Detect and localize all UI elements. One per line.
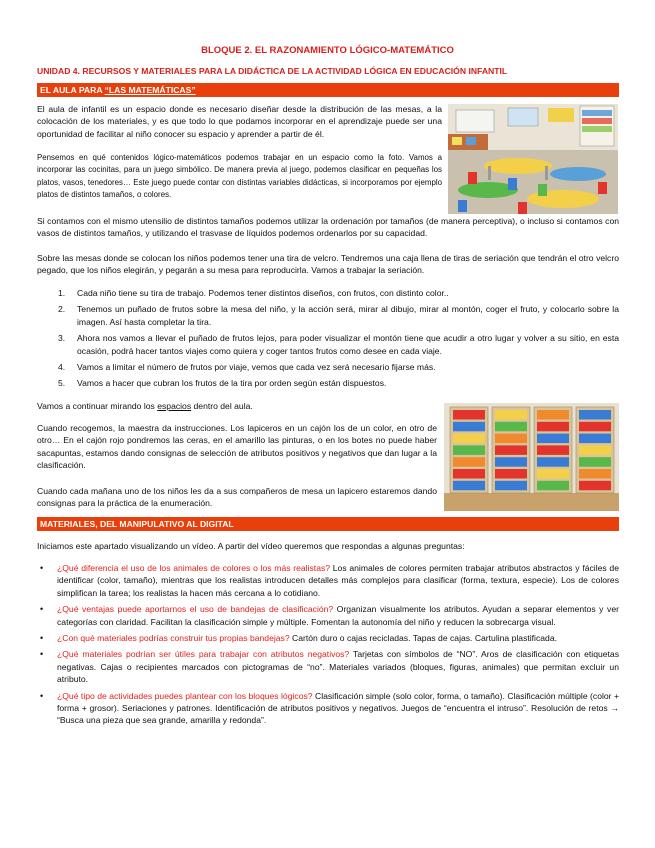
spaces-link[interactable]: espacios	[157, 401, 192, 411]
classroom-illustration	[448, 104, 618, 214]
list-item: • ¿Qué tipo de actividades puedes plantear con los bloques lógicos? Clasificación simple (solo color, forma, o tamaño). Clasificación múltiple (color + forma + grosor). Seriaciones y patrones. Identificación de atributos positivos y negativos. Juegos de “encuentra el intruso”. Resolución de retos → “Busca una pieza que sea grande, amarilla y redonda”.	[40, 690, 619, 726]
materials-intro: Iniciamos este apartado visualizando un vídeo. A partir del vídeo queremos que respondas a algunas preguntas:	[37, 541, 465, 551]
list-item: 2. Tenemos un puñado de frutos sobre la mesa del niño, y la acción será, mirar al dibujo, mirar al montón, coger el fruto, y colocarlo sobre la imagen. Así hasta completar la tira.	[58, 304, 619, 327]
shelves-illustration	[444, 403, 619, 511]
section-heading-quoted: “LAS MATEMÁTICAS”	[104, 85, 196, 95]
list-item: • ¿Con qué materiales podrías construir tus propias bandejas? Cartón duro o cajas recicladas. Tapas de cajas. Cartulina plastificada.	[40, 633, 557, 644]
classroom-intro: El aula de infantil es un espacio donde es necesario diseñar desde la distribución de las mesas, a la colocación de los materiales, y es que todo lo que podamos incorporar en el aprendizaje puede ser una oportunidad de facilitar al niño conocer su espacio y aprender a partir de él.	[37, 104, 442, 139]
section-heading-materials: MATERIALES, DEL MANIPULATIVO AL DIGITAL	[37, 517, 619, 531]
section-heading-prefix: EL AULA PARA	[40, 85, 105, 95]
seriation-steps	[37, 287, 619, 394]
shelves-photo	[444, 403, 619, 511]
video-questions	[37, 562, 619, 731]
photo-note: Pensemos en qué contenidos lógico-matemáticos podemos trabajar en un espacio como la foto. Vamos a incorporar las cocinitas, para un juego simbólico. De manera previa al juego, podemos clasificar en pequeñas los platos, vasos, tenedores… Este juego puede contar con distintas variables didácticas, si incorporamos por ejemplo platos de distintos tamaños, o colores.	[37, 153, 442, 199]
bullet-icon: •	[40, 690, 44, 701]
list-item: 4. Vamos a limitar el número de frutos por viaje, vemos que cada vez será necesario fijarse más.	[58, 362, 436, 373]
classroom-photo	[448, 104, 618, 214]
sizes-paragraph: Si contamos con el mismo utensilio de distintos tamaños podemos utilizar la ordenación por tamaños (de manera perceptiva), o incluso si contamos con vasos de distintos tamaños, y utilizando el trasvase de líquidos podemos ordenarlos por su capacidad.	[37, 216, 619, 239]
list-item: 3. Ahora nos vamos a llevar el puñado de frutos lejos, para poder visualizar el montón tiene que acudir a otro lugar y volver a su sitio, en esta ocasión, podrá hacer tantos viajes como quiera y coger tantos frutos como desee en cada viaje.	[58, 333, 619, 356]
list-item: 5. Vamos a hacer que cubran los frutos de la tira por orden según están dispuestos.	[58, 378, 387, 389]
bullet-icon: •	[40, 649, 44, 660]
section-heading-classroom	[37, 83, 619, 97]
unit-title: UNIDAD 4. RECURSOS Y MATERIALES PARA LA DIDÁCTICA DE LA ACTIVIDAD LÓGICA EN EDUCACIÓN INFANTIL	[37, 66, 508, 76]
list-item: • ¿Qué diferencia el uso de los animales de colores o los más realistas? Los animales de colores permiten trabajar atributos abstractos y fáciles de identificar (color, tamaño), mientras que los realistas introducen detalles más complejos para clasificar (forma, textura, especie). Los de colores simplifican la tarea; los realistas la hacen más cercana a lo cotidiano.	[40, 563, 619, 598]
spaces-paragraph: Vamos a continuar mirando los espacios dentro del aula.	[37, 401, 253, 411]
morning-paragraph: Cuando cada mañana uno de los niños les da a sus compañeros de mesa un lapicero estaremos dando consignas para la práctica de la enumeración.	[37, 486, 437, 509]
list-item: 1. Cada niño tiene su tira de trabajo. Podemos tener distintos diseños, con frutos, con distinto color..	[58, 288, 449, 298]
block-title: BLOQUE 2. EL RAZONAMIENTO LÓGICO-MATEMÁTICO	[201, 45, 454, 56]
pencils-paragraph: Cuando recogemos, la maestra da instrucciones. Los lapiceros en un cajón los de un color, en otro de otro… En el cajón rojo pondremos las ceras, en el amarillo las pinturas, o en los botes no puede haber sacapuntas, estamos dando consignas de selección de atributos positivos y negativos que dan lugar a la clasificación.	[37, 423, 437, 471]
velcro-paragraph: Sobre las mesas donde se colocan los niños podemos tener una tira de velcro. Tendremos una caja llena de tiras de seriación que tendrán el otro velcro pegado, que los niños elegirán, y pegarán a su mesa para reproducirla. Vamos a trabajar la seriación.	[37, 253, 619, 276]
list-item: • ¿Qué materiales podrían ser útiles para trabajar con atributos negativos? Tarjetas con símbolos de “NO”. Aros de clasificación con etiquetas negativas. Cajas o recipientes marcados con pictogramas de “no”. Materiales variados (bloques, figuras, animales) que permitan excluir un atributo.	[40, 649, 619, 685]
bullet-icon: •	[40, 604, 44, 615]
bullet-icon: •	[40, 633, 44, 644]
bullet-icon: •	[40, 563, 44, 573]
list-item: • ¿Qué ventajas puede aportarnos el uso de bandejas de clasificación? Organizan visualmente los atributos. Ayudan a separar elementos y ver categorías con claridad. Facilitan la clasificación simple y múltiple. Fomentan la autonomía del niño y reducen la sobrecarga visual.	[40, 604, 619, 627]
